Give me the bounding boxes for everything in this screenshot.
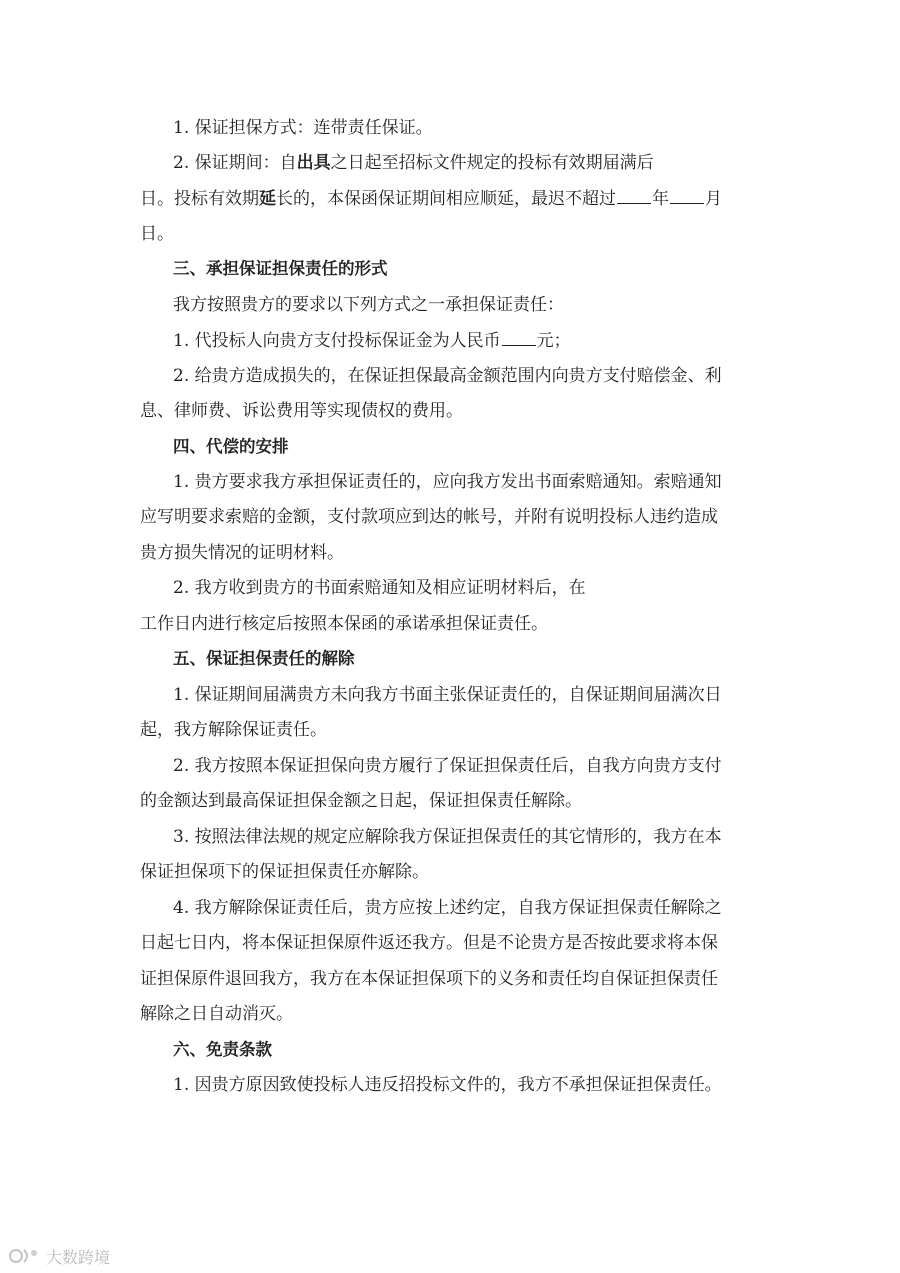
paragraph: 4. 我方解除保证责任后，贵方应按上述约定，自我方保证担保责任解除之 [173, 898, 722, 918]
paragraph: 解除之日自动消灭。 [140, 1004, 293, 1024]
guarantee-period: 2. 保证期间：自出具之日起至招标文件规定的投标有效期届满后 [173, 153, 654, 173]
paragraph: 息、律师费、诉讼费用等实现债权的费用。 [140, 401, 463, 421]
paragraph: 2. 给贵方造成损失的，在保证担保最高金额范围内向贵方支付赔偿金、利 [173, 366, 722, 386]
paragraph: 2. 我方收到贵方的书面索赔通知及相应证明材料后，在 [173, 578, 586, 598]
paragraph: 贵方损失情况的证明材料。 [140, 543, 344, 563]
guarantee-method: 1. 保证担保方式：连带责任保证。 [173, 118, 433, 138]
paragraph: 的金额达到最高保证担保金额之日起，保证担保责任解除。 [140, 791, 582, 811]
paragraph: 工作日内进行核定后按照本保函的承诺承担保证责任。 [140, 614, 548, 634]
paragraph: 1. 代投标人向贵方支付投标保证金为人民币 元； [173, 331, 571, 351]
paragraph: 日起七日内，将本保证担保原件返还我方。但是不论贵方是否按此要求将本保 [140, 933, 718, 953]
paragraph: 保证担保项下的保证担保责任亦解除。 [140, 862, 429, 882]
month-blank [670, 187, 704, 204]
watermark [8, 1244, 110, 1268]
watermark-text: 大数跨境 [46, 1247, 111, 1267]
section-heading-3: 三、承担保证担保责任的形式 [173, 259, 388, 278]
paragraph: 2. 我方按照本保证担保向贵方履行了保证担保责任后，自我方向贵方支付 [173, 756, 722, 776]
amount-blank [502, 329, 536, 346]
guarantee-period-end: 日。 [140, 224, 174, 244]
brand-logo-icon [8, 1245, 40, 1267]
paragraph: 1. 因贵方原因致使投标人违反招投标文件的，我方不承担保证担保责任。 [173, 1075, 722, 1095]
paragraph: 证担保原件退回我方，我方在本保证担保项下的义务和责任均自保证担保责任 [140, 969, 718, 989]
guarantee-period-cont: 日。投标有效期延长的，本保函保证期间相应顺延，最迟不超过 年 月 [140, 189, 722, 209]
year-blank [617, 187, 651, 204]
paragraph: 我方按照贵方的要求以下列方式之一承担保证责任： [173, 295, 564, 315]
paragraph: 1. 贵方要求我方承担保证责任的，应向我方发出书面索赔通知。索赔通知 [173, 472, 722, 492]
paragraph: 1. 保证期间届满贵方未向我方书面主张保证责任的，自保证期间届满次日 [173, 685, 722, 705]
paragraph: 应写明要求索赔的金额，支付款项应到达的帐号，并附有说明投标人违约造成 [140, 507, 718, 527]
paragraph: 起，我方解除保证责任。 [140, 720, 327, 740]
section-heading-5: 五、保证担保责任的解除 [173, 649, 355, 668]
section-heading-6: 六、免责条款 [173, 1040, 272, 1059]
section-heading-4: 四、代偿的安排 [173, 437, 289, 456]
paragraph: 3. 按照法律法规的规定应解除我方保证担保责任的其它情形的，我方在本 [173, 827, 722, 847]
